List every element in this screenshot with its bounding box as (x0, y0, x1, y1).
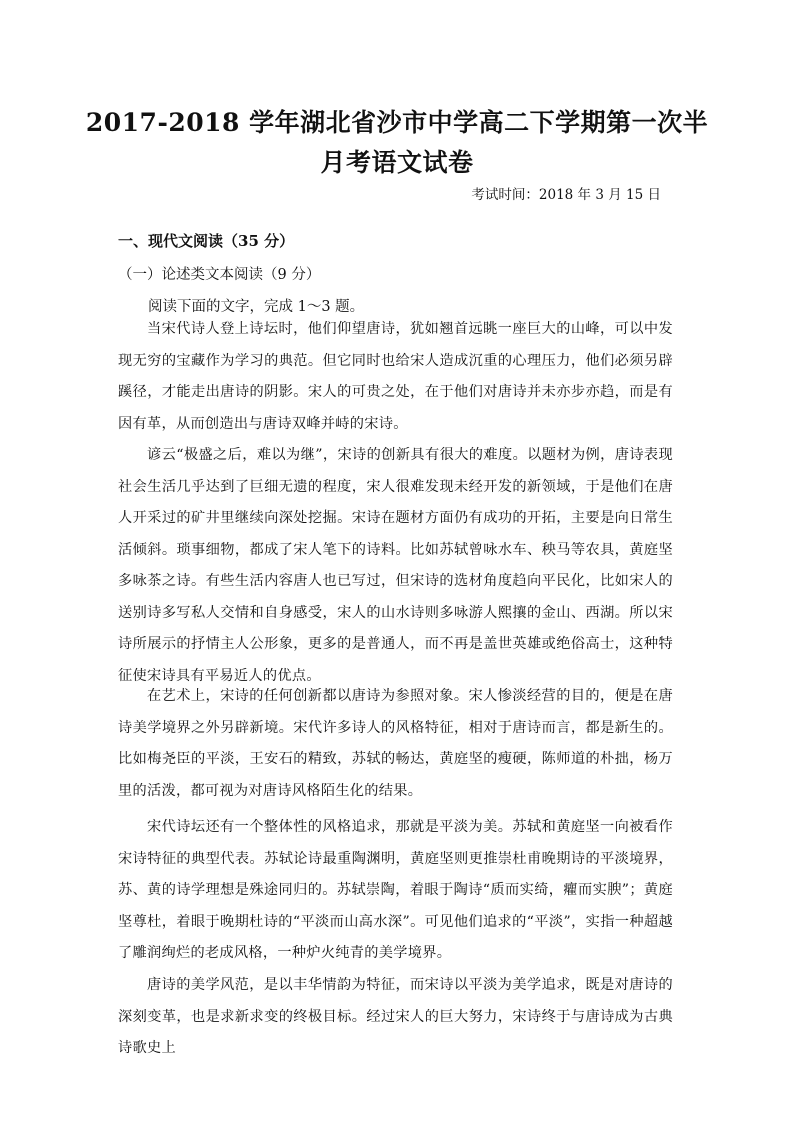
paragraph-5: 唐诗的美学风范，是以丰华情韵为特征，而宋诗以平淡为美学追求，既是对唐诗的深刻变革，也是求新求变的终极目标。经过宋人的巨大努力，宋诗终于与唐诗成为古典诗歌史上 (118, 977, 673, 1056)
reading-instruction: 阅读下面的文字，完成 1～3 题。 (148, 299, 365, 315)
section-heading: 一、现代文阅读（35 分） (118, 232, 295, 250)
paragraph-2: 谚云“极盛之后，难以为继”，宋诗的创新具有很大的难度。以题材为例，唐诗表现社会生活几乎达到了巨细无遗的程度，宋人很难发现未经开发的新领域，于是他们在唐人开采过的矿井里继续向深处挖掘。宋诗在题材方面仍有成功的开拓，主要是向日常生活倾斜。琐事细物，都成了宋人笔下的诗料。比如苏轼曾咏水车、秧马等农具，黄庭坚多咏茶之诗。有些生活内容唐人也已写过，但宋诗的选材角度趋向平民化，比如宋人的送别诗多写私人交情和自身感受，宋人的山水诗则多咏游人熙攘的金山、西湖。所以宋诗所展示的抒情主人公形象，更多的是普通人，而不再是盖世英雄或绝俗高士，这种特征使宋诗具有平易近人的优点。 (118, 447, 673, 684)
exam-time: 考试时间：2018 年 3 月 15 日 (471, 187, 661, 203)
paragraph-4: 宋代诗坛还有一个整体性的风格追求，那就是平淡为美。苏轼和黄庭坚一向被看作宋诗特征的典型代表。苏轼论诗最重陶渊明，黄庭坚则更推崇杜甫晚期诗的平淡境界，苏、黄的诗学理想是殊途同归的。苏轼崇陶，着眼于陶诗“质而实绮，癯而实腴”；黄庭坚尊杜，着眼于晚期杜诗的“平淡而山高水深”。可见他们追求的“平淡”，实指一种超越了雕润绚烂的老成风格，一种炉火纯青的美学境界。 (118, 819, 673, 961)
subsection-heading: （一）论述类文本阅读（9 分） (118, 267, 321, 283)
paragraph-3: 在艺术上，宋诗的任何创新都以唐诗为参照对象。宋人惨淡经营的目的，便是在唐诗美学境界之外另辟新境。宋代许多诗人的风格特征，相对于唐诗而言，都是新生的。比如梅尧臣的平淡，王安石的精致，苏轼的畅达，黄庭坚的瘦硬，陈师道的朴拙，杨万里的活泼，都可视为对唐诗风格陌生化的结果。 (118, 688, 673, 799)
document-title-line-2: 月考语文试卷 (320, 148, 474, 177)
document-title-line-1: 2017-2018 学年湖北省沙市中学高二下学期第一次半 (85, 108, 709, 137)
paragraph-1: 当宋代诗人登上诗坛时，他们仰望唐诗，犹如翘首远眺一座巨大的山峰，可以中发现无穷的宝藏作为学习的典范。但它同时也给宋人造成沉重的心理压力，他们必须另辟蹊径，才能走出唐诗的阴影。宋人的可贵之处，在于他们对唐诗并未亦步亦趋，而是有因有革，从而创造出与唐诗双峰并峙的宋诗。 (118, 321, 673, 432)
